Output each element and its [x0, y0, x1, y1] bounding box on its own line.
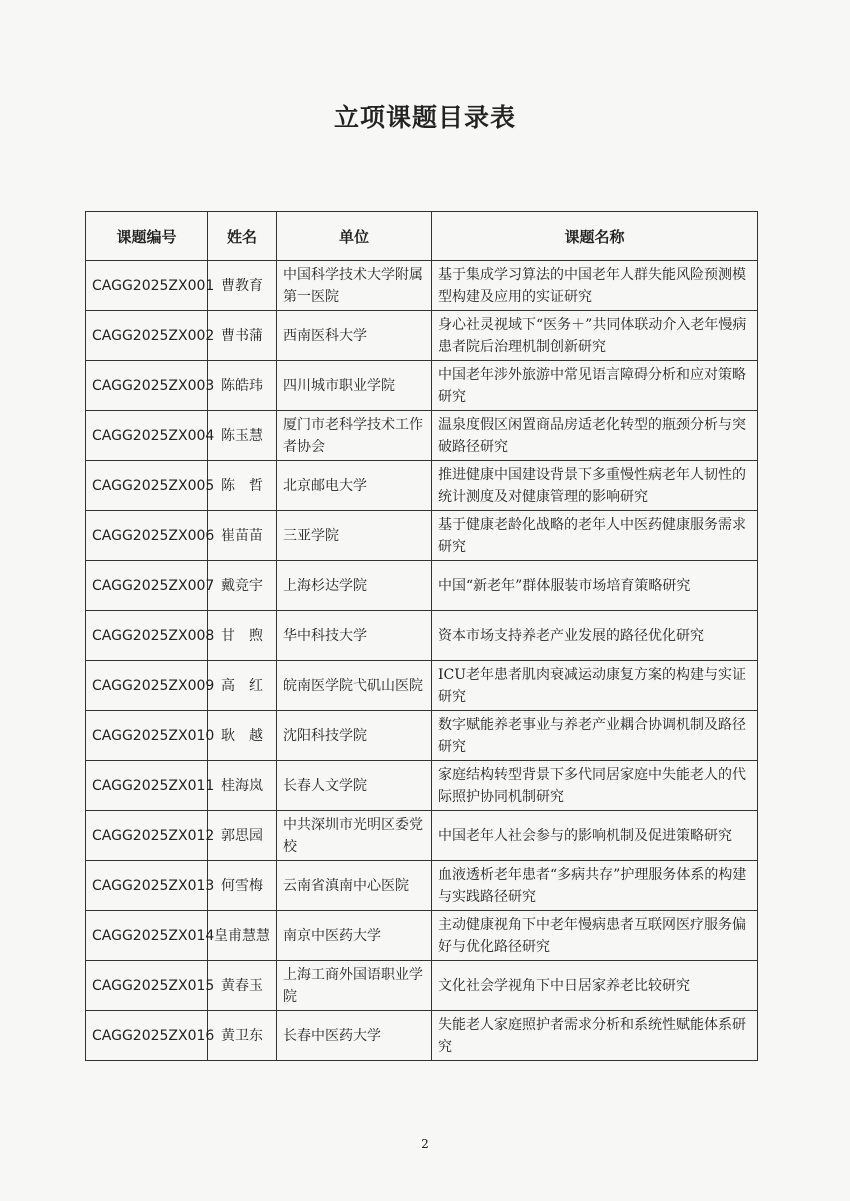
- cell-topic: 文化社会学视角下中日居家养老比较研究: [432, 961, 758, 1011]
- cell-name: 戴竞宇: [208, 561, 277, 611]
- cell-unit: 三亚学院: [277, 511, 432, 561]
- table-row: [86, 661, 758, 711]
- cell-topic: 身心社灵视域下“医务＋”共同体联动介入老年慢病患者院后治理机制创新研究: [432, 311, 758, 361]
- table-header-row: [86, 212, 758, 261]
- page-number: 2: [421, 1137, 429, 1151]
- cell-code: CAGG2025ZX014: [86, 911, 208, 961]
- cell-name: 甘 煦: [208, 611, 277, 661]
- table-row: [86, 761, 758, 811]
- cell-name: 陈玉慧: [208, 411, 277, 461]
- cell-topic: 资本市场支持养老产业发展的路径优化研究: [432, 611, 758, 661]
- cell-topic: 推进健康中国建设背景下多重慢性病老年人韧性的统计测度及对健康管理的影响研究: [432, 461, 758, 511]
- cell-code: CAGG2025ZX005: [86, 461, 208, 511]
- cell-unit: 云南省滇南中心医院: [277, 861, 432, 911]
- cell-name: 黄春玉: [208, 961, 277, 1011]
- table-row: [86, 361, 758, 411]
- cell-code: CAGG2025ZX011: [86, 761, 208, 811]
- cell-name: 皇甫慧慧: [208, 911, 277, 961]
- table-row: [86, 511, 758, 561]
- cell-unit: 华中科技大学: [277, 611, 432, 661]
- header-name: 姓名: [208, 212, 277, 261]
- cell-code: CAGG2025ZX009: [86, 661, 208, 711]
- cell-unit: 上海杉达学院: [277, 561, 432, 611]
- cell-unit: 厦门市老科学技术工作者协会: [277, 411, 432, 461]
- cell-code: CAGG2025ZX012: [86, 811, 208, 861]
- cell-unit: 沈阳科技学院: [277, 711, 432, 761]
- cell-topic: 家庭结构转型背景下多代同居家庭中失能老人的代际照护协同机制研究: [432, 761, 758, 811]
- cell-name: 桂海岚: [208, 761, 277, 811]
- cell-code: CAGG2025ZX001: [86, 261, 208, 311]
- cell-unit: 北京邮电大学: [277, 461, 432, 511]
- cell-topic: 中国“新老年”群体服装市场培育策略研究: [432, 561, 758, 611]
- table-row: [86, 911, 758, 961]
- table-row: [86, 1011, 758, 1061]
- cell-code: CAGG2025ZX015: [86, 961, 208, 1011]
- cell-topic: 中国老年涉外旅游中常见语言障碍分析和应对策略研究: [432, 361, 758, 411]
- cell-code: CAGG2025ZX016: [86, 1011, 208, 1061]
- cell-name: 曹教育: [208, 261, 277, 311]
- cell-code: CAGG2025ZX003: [86, 361, 208, 411]
- cell-topic: ICU老年患者肌肉衰减运动康复方案的构建与实证研究: [432, 661, 758, 711]
- cell-topic: 温泉度假区闲置商品房适老化转型的瓶颈分析与突破路径研究: [432, 411, 758, 461]
- cell-topic: 基于健康老龄化战略的老年人中医药健康服务需求研究: [432, 511, 758, 561]
- cell-code: CAGG2025ZX004: [86, 411, 208, 461]
- table-row: [86, 311, 758, 361]
- header-code: 课题编号: [86, 212, 208, 261]
- table-row: [86, 461, 758, 511]
- cell-code: CAGG2025ZX007: [86, 561, 208, 611]
- cell-unit: 上海工商外国语职业学院: [277, 961, 432, 1011]
- cell-topic: 中国老年人社会参与的影响机制及促进策略研究: [432, 811, 758, 861]
- cell-name: 何雪梅: [208, 861, 277, 911]
- table-row: [86, 861, 758, 911]
- header-topic: 课题名称: [432, 212, 758, 261]
- header-unit: 单位: [277, 212, 432, 261]
- table-row: [86, 561, 758, 611]
- cell-code: CAGG2025ZX013: [86, 861, 208, 911]
- cell-name: 陈 哲: [208, 461, 277, 511]
- cell-unit: 中国科学技术大学附属第一医院: [277, 261, 432, 311]
- cell-code: CAGG2025ZX010: [86, 711, 208, 761]
- cell-topic: 主动健康视角下中老年慢病患者互联网医疗服务偏好与优化路径研究: [432, 911, 758, 961]
- cell-unit: 四川城市职业学院: [277, 361, 432, 411]
- cell-topic: 基于集成学习算法的中国老年人群失能风险预测模型构建及应用的实证研究: [432, 261, 758, 311]
- cell-name: 黄卫东: [208, 1011, 277, 1061]
- cell-name: 崔苗苗: [208, 511, 277, 561]
- cell-name: 郭思园: [208, 811, 277, 861]
- table-row: [86, 261, 758, 311]
- table-row: [86, 611, 758, 661]
- cell-unit: 长春中医药大学: [277, 1011, 432, 1061]
- cell-name: 耿 越: [208, 711, 277, 761]
- table-row: [86, 811, 758, 861]
- cell-unit: 西南医科大学: [277, 311, 432, 361]
- cell-code: CAGG2025ZX008: [86, 611, 208, 661]
- cell-unit: 中共深圳市光明区委党校: [277, 811, 432, 861]
- table-row: [86, 961, 758, 1011]
- cell-name: 陈皓玮: [208, 361, 277, 411]
- cell-topic: 失能老人家庭照护者需求分析和系统性赋能体系研究: [432, 1011, 758, 1061]
- cell-topic: 数字赋能养老事业与养老产业耦合协调机制及路径研究: [432, 711, 758, 761]
- project-list-table: [85, 211, 758, 1061]
- table-row: [86, 411, 758, 461]
- table-row: [86, 711, 758, 761]
- cell-code: CAGG2025ZX002: [86, 311, 208, 361]
- cell-unit: 南京中医药大学: [277, 911, 432, 961]
- cell-name: 曹书蒲: [208, 311, 277, 361]
- cell-name: 高 红: [208, 661, 277, 711]
- cell-code: CAGG2025ZX006: [86, 511, 208, 561]
- cell-unit: 皖南医学院弋矶山医院: [277, 661, 432, 711]
- document-title: 立项课题目录表: [333, 103, 516, 132]
- cell-unit: 长春人文学院: [277, 761, 432, 811]
- cell-topic: 血液透析老年患者“多病共存”护理服务体系的构建与实践路径研究: [432, 861, 758, 911]
